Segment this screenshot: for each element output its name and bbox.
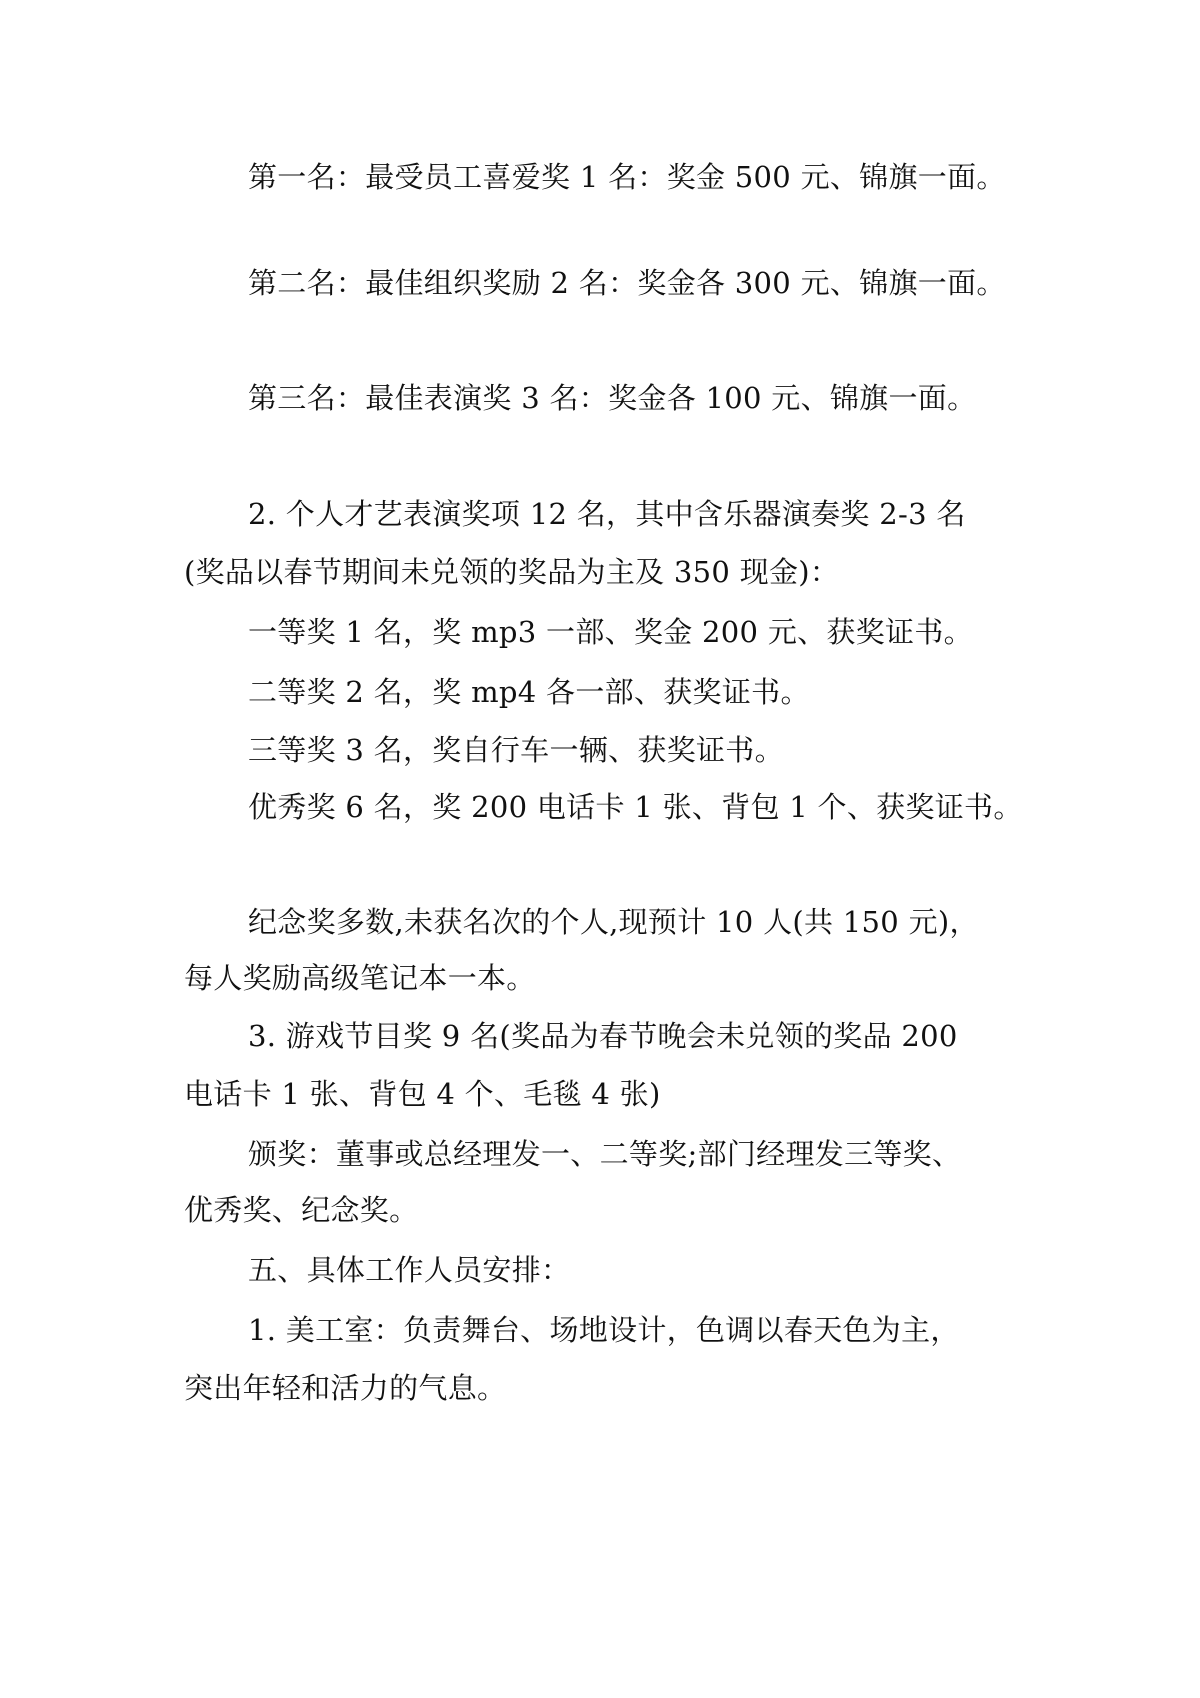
presentation-arrangement-line: 颁奖：董事或总经理发一、二等奖;部门经理发三等奖、: [248, 1137, 962, 1171]
second-prize-line: 二等奖 2 名，奖 mp4 各一部、获奖证书。: [248, 675, 810, 709]
staffing-section-heading: 五、具体工作人员安排：: [248, 1253, 571, 1287]
award-third-place: 第三名：最佳表演奖 3 名：奖金各 100 元、锦旗一面。: [248, 381, 977, 415]
presentation-arrangement-continuation: 优秀奖、纪念奖。: [184, 1193, 419, 1227]
commemorative-prize-line: 纪念奖多数,未获名次的个人,现预计 10 人(共 150 元)，: [248, 905, 979, 939]
award-first-place: 第一名：最受员工喜爱奖 1 名：奖金 500 元、锦旗一面。: [248, 160, 1006, 194]
art-room-responsibility-continuation: 突出年轻和活力的气息。: [184, 1371, 507, 1405]
award-second-place: 第二名：最佳组织奖励 2 名：奖金各 300 元、锦旗一面。: [248, 266, 1006, 300]
game-prize-continuation: 电话卡 1 张、背包 4 个、毛毯 4 张): [184, 1077, 661, 1111]
game-prize-heading: 3. 游戏节目奖 9 名(奖品为春节晚会未兑领的奖品 200: [248, 1019, 958, 1053]
first-prize-line: 一等奖 1 名，奖 mp3 一部、奖金 200 元、获奖证书。: [248, 615, 973, 649]
individual-talent-heading: 2. 个人才艺表演奖项 12 名，其中含乐器演奏奖 2-3 名: [248, 497, 966, 531]
third-prize-line: 三等奖 3 名，奖自行车一辆、获奖证书。: [248, 733, 784, 767]
individual-talent-prize-note: (奖品以春节期间未兑领的奖品为主及 350 现金)：: [184, 555, 840, 589]
excellence-prize-line: 优秀奖 6 名，奖 200 电话卡 1 张、背包 1 个、获奖证书。: [248, 790, 1023, 824]
art-room-responsibility-line: 1. 美工室：负责舞台、场地设计，色调以春天色为主，: [248, 1313, 960, 1347]
commemorative-prize-continuation: 每人奖励高级笔记本一本。: [184, 961, 536, 995]
